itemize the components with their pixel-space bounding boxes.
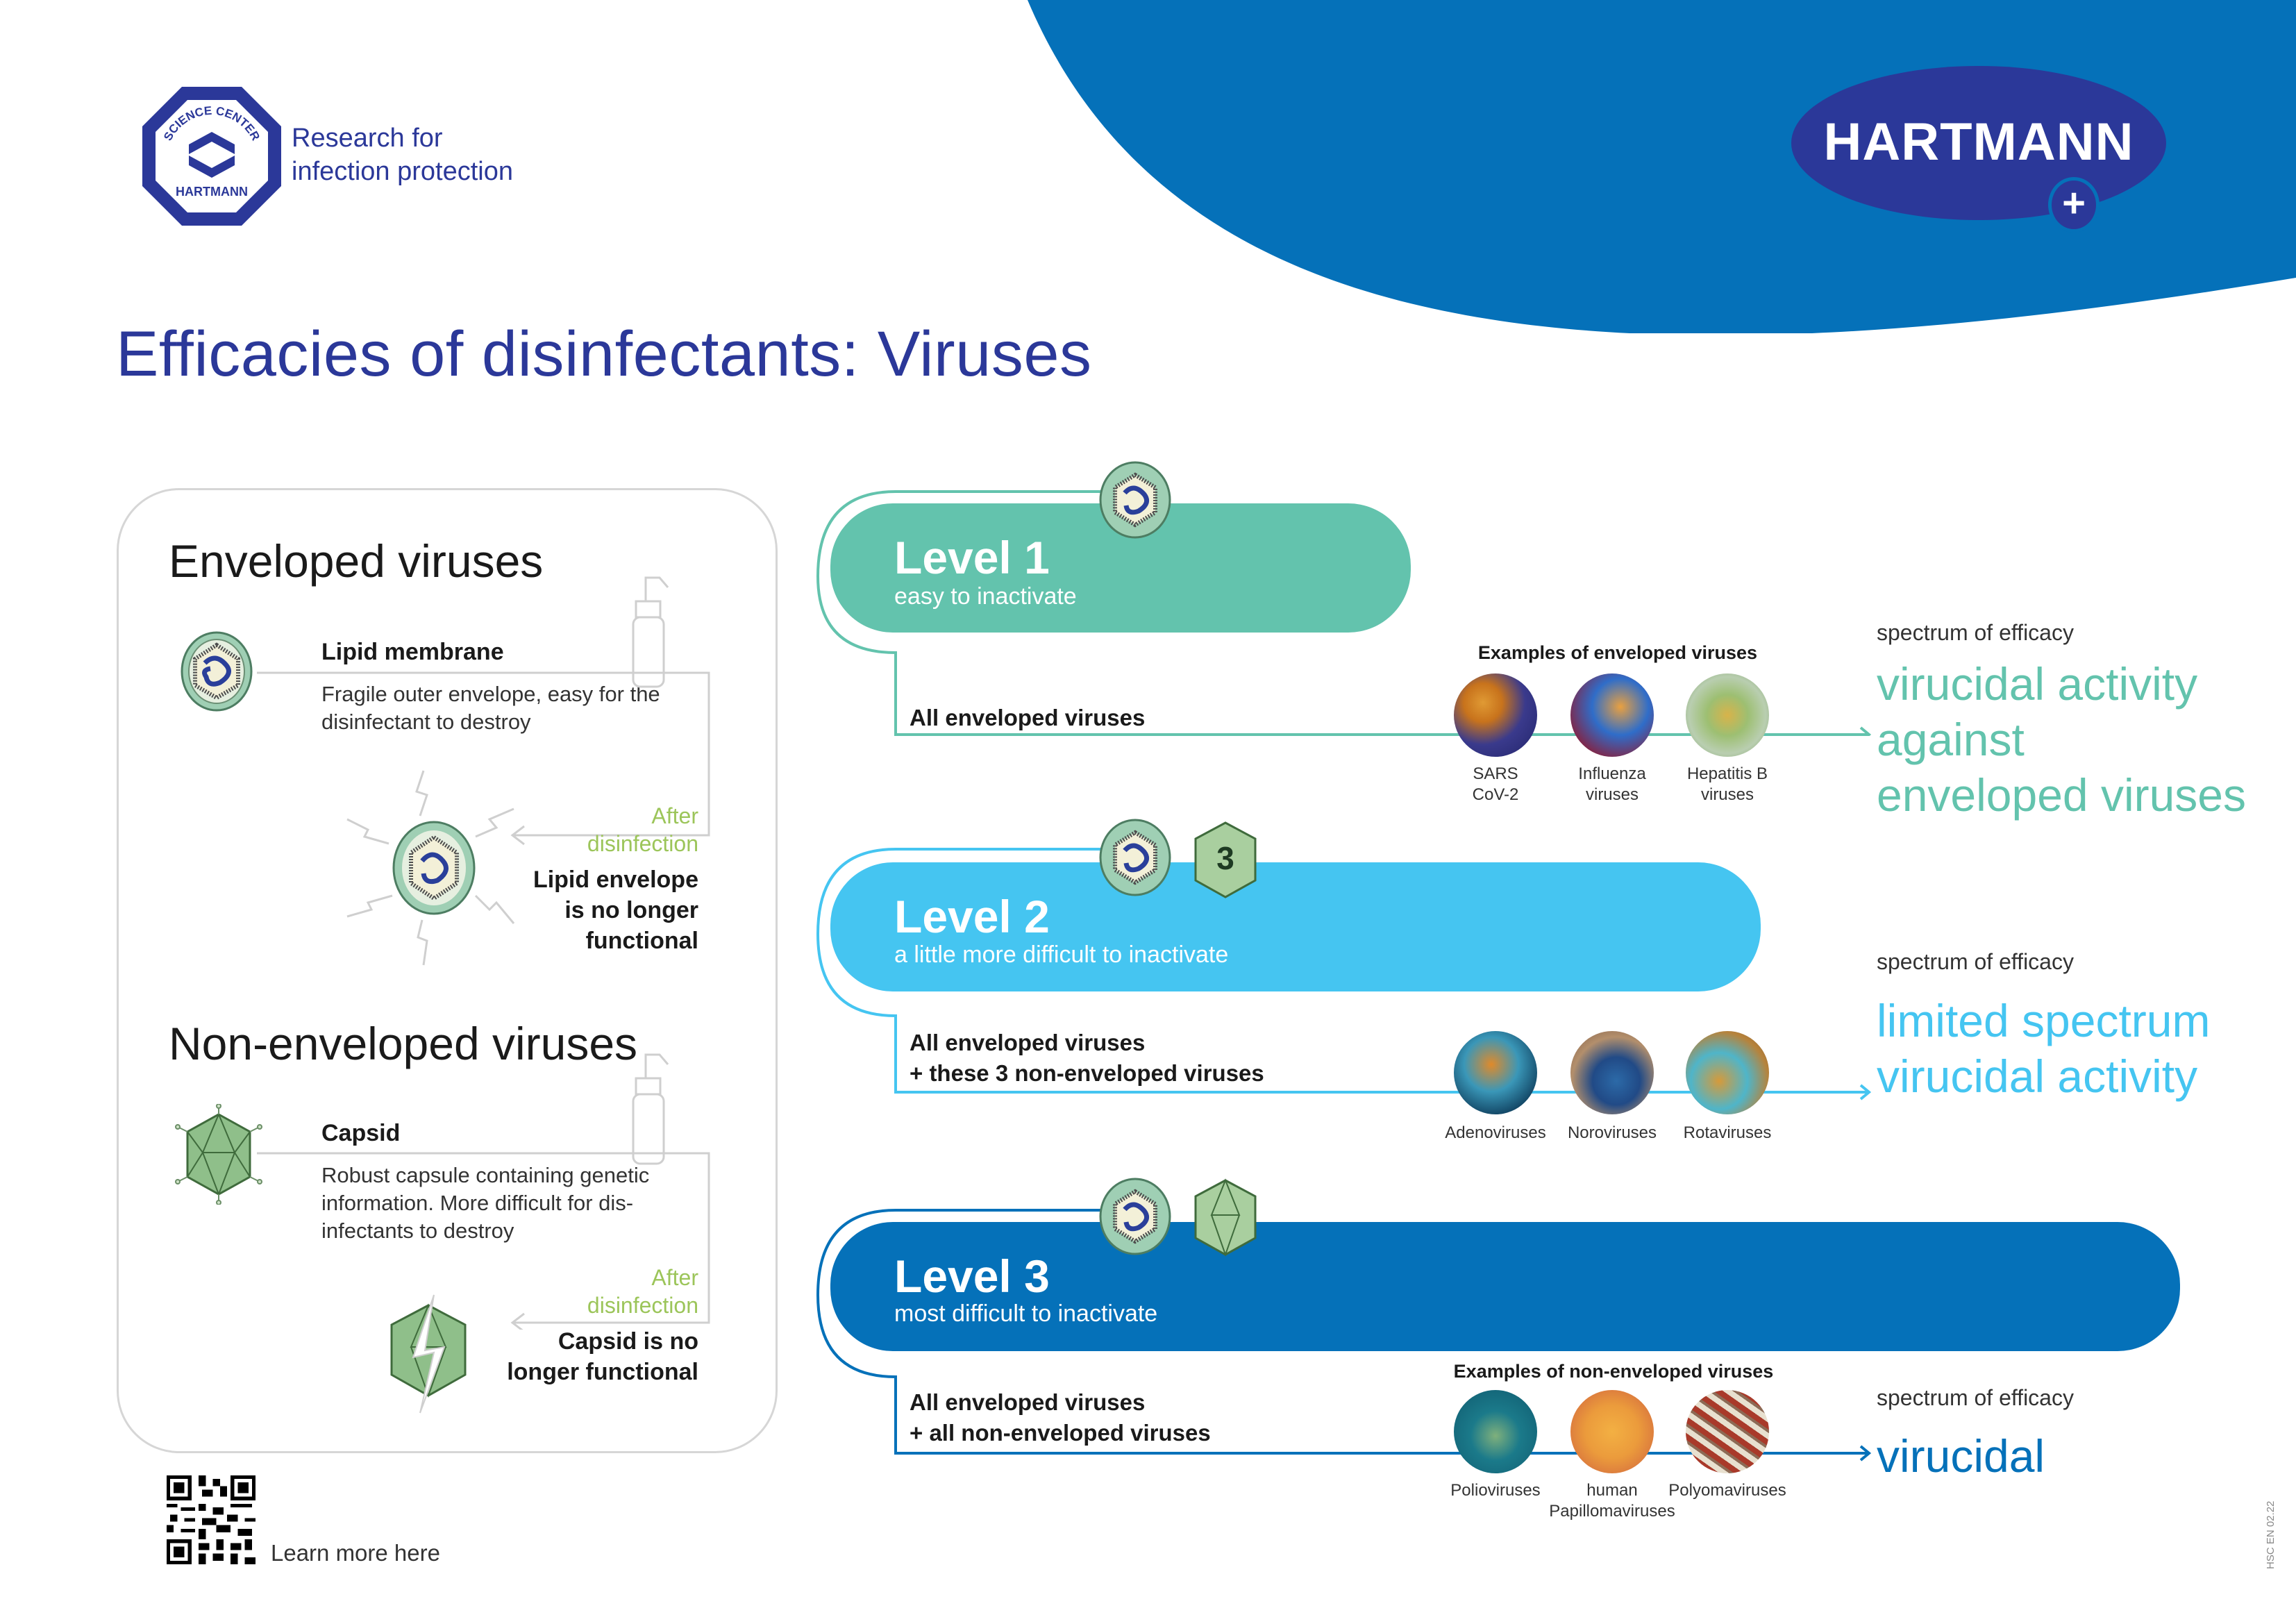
level1-spectrum-label: spectrum of efficacy (1877, 620, 2074, 645)
level2-subtitle: a little more difficult to inactivate (894, 941, 1229, 968)
virus-label: Polyomaviruses (1668, 1481, 1786, 1500)
virus-label: Influenza viruses (1578, 764, 1646, 804)
virus-label: Polioviruses (1450, 1481, 1541, 1500)
science-center-logo (139, 83, 285, 229)
norovirus-image (1570, 1031, 1654, 1114)
level3-title: Level 3 (894, 1250, 1050, 1302)
level3-description: All enveloped viruses + all non-enveloped viruses (910, 1389, 1211, 1446)
virus-label: human Papillomaviruses (1549, 1481, 1675, 1521)
level3-subtitle: most difficult to inactivate (894, 1300, 1158, 1327)
logo-text: HARTMANN (1823, 112, 2134, 171)
level1-title: Level 1 (894, 532, 1050, 583)
level1-spectrum-value: virucidal activity against enveloped viruses (1877, 658, 2246, 821)
virus-label: Hepatitis B viruses (1686, 764, 1768, 804)
after-disinfection-label: After disinfection (587, 803, 698, 856)
level3-spectrum-value: virucidal (1877, 1430, 2045, 1482)
count-badge: 3 (1216, 840, 1234, 876)
capsid-item-title: Capsid (321, 1120, 401, 1146)
document-code: HSC EN 02.22 (2265, 1500, 2277, 1569)
virus-label: Rotaviruses (1683, 1123, 1772, 1142)
enveloped-heading: Enveloped viruses (169, 535, 544, 587)
level3-examples-title: Examples of non-enveloped viruses (1453, 1361, 1774, 1382)
enveloped-item-desc: Fragile outer envelope, easy for the disinfectant to destroy (321, 682, 660, 734)
enveloped-result-label: Lipid envelope is no longer functional (533, 867, 698, 954)
adenovirus-image (1454, 1031, 1537, 1114)
level3-spectrum-label: spectrum of efficacy (1877, 1385, 2074, 1410)
capsid-virus-icon (174, 1104, 264, 1205)
enveloped-virus-icon (1096, 1175, 1175, 1258)
virus-label: SARS CoV-2 (1472, 764, 1519, 804)
tagline-line2: infection protection (292, 157, 513, 186)
capsid-item-desc: Robust capsule containing genetic information. More difficult for dis- infectants to destroy (321, 1163, 650, 1243)
enveloped-item-title: Lipid membrane (321, 639, 504, 665)
level1-description: All enveloped viruses (910, 705, 1146, 730)
rotavirus-image (1686, 1031, 1769, 1114)
plus-icon: + (2048, 177, 2100, 233)
papillomavirus-image (1570, 1390, 1654, 1473)
poliovirus-image (1454, 1390, 1537, 1473)
hepatitis-b-image (1686, 673, 1769, 757)
level2-title: Level 2 (894, 891, 1050, 942)
sars-cov-2-image (1454, 673, 1537, 757)
hartmann-logo (1791, 66, 2166, 226)
polyomavirus-image (1686, 1390, 1769, 1473)
tagline (292, 122, 513, 188)
level2-description: All enveloped viruses + these 3 non-enveloped viruses (910, 1030, 1264, 1086)
virus-label: Noroviruses (1567, 1123, 1657, 1142)
enveloped-virus-icon (1096, 816, 1175, 899)
virus-label: Adenoviruses (1445, 1123, 1546, 1142)
enveloped-virus-icon (1096, 458, 1175, 542)
influenza-image (1570, 673, 1654, 757)
capsid-result-label: Capsid is no longer functional (507, 1328, 698, 1385)
learn-more-link[interactable]: Learn more here (271, 1540, 440, 1566)
capsid-virus-icon (1180, 812, 1271, 906)
enveloped-virus-icon (177, 628, 257, 715)
level1-examples-title: Examples of enveloped viruses (1477, 642, 1758, 663)
non-enveloped-heading: Non-enveloped viruses (169, 1018, 638, 1069)
svg-text:SCIENCE CENTER: SCIENCE CENTER (161, 103, 262, 143)
page-title: Efficacies of disinfectants: Viruses (116, 319, 1092, 390)
level1-subtitle: easy to inactivate (894, 583, 1077, 610)
level2-spectrum-value: limited spectrum virucidal activity (1877, 995, 2211, 1102)
badge-bottom-text: HARTMANN (176, 185, 248, 199)
after-disinfection-label: After disinfection (587, 1265, 698, 1318)
capsid-virus-icon (1180, 1170, 1271, 1264)
qr-code[interactable] (167, 1475, 255, 1564)
tagline-line1: Research for (292, 124, 443, 153)
level2-spectrum-label: spectrum of efficacy (1877, 949, 2074, 974)
